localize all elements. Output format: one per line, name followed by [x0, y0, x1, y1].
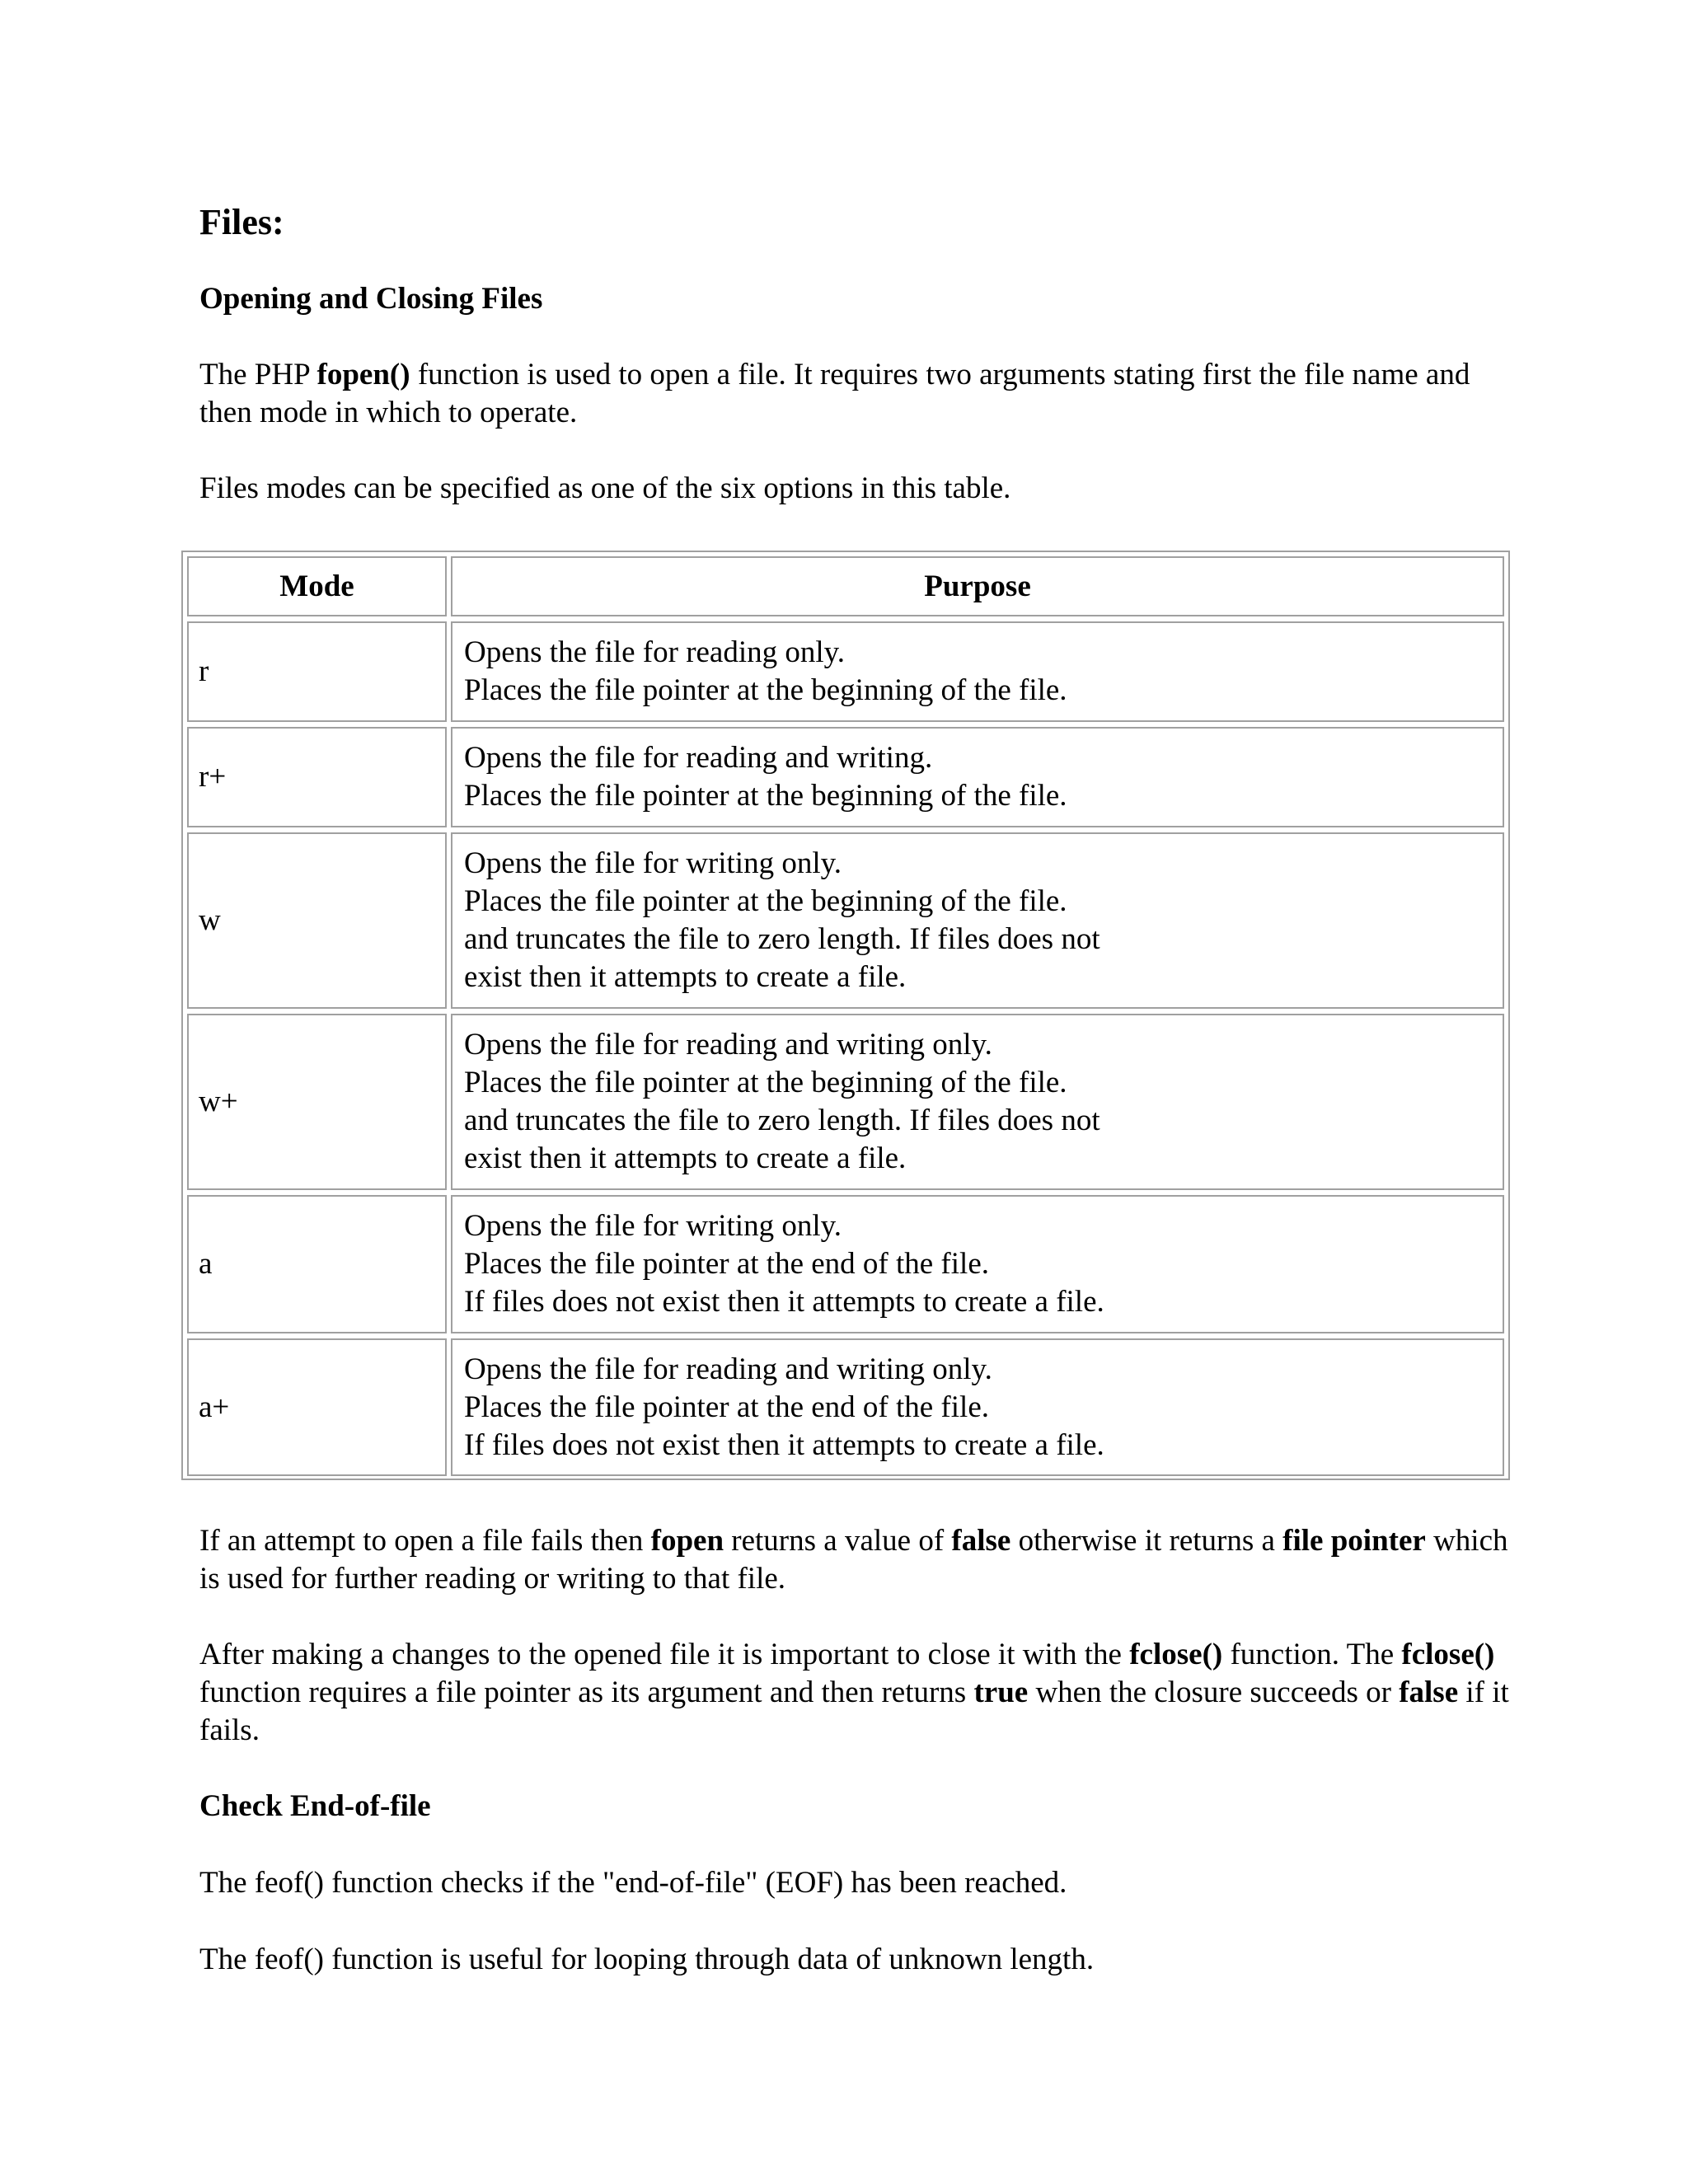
section-heading-opening-closing: Opening and Closing Files [199, 282, 543, 316]
table-cell-purpose: Opens the file for reading only. Places the file pointer at the beginning of the file. [451, 621, 1504, 722]
table-cell-purpose: Opens the file for reading and writing only. Places the file pointer at the end of the file. If files does not exist then it attempts to create a file. [451, 1338, 1504, 1476]
table-cell-mode: a+ [187, 1338, 447, 1476]
feof-usage-paragraph: The feof() function is useful for looping through data of unknown length. [199, 1943, 1095, 1976]
table-cell-purpose: Opens the file for writing only. Places the file pointer at the beginning of the file. and truncates the file to zero length. If files does not exist then it attempts to create a file. [451, 832, 1504, 1009]
text-run: function is used to open a file. It requires two arguments stating first the file name and then mode in which to operate. [199, 358, 1470, 429]
fopen-intro-paragraph [199, 356, 1518, 432]
text-run: function requires a file pointer as its argument and then returns [199, 1675, 974, 1709]
table-cell-purpose: Opens the file for reading and writing only. Places the file pointer at the beginning of the file. and truncates the file to zero length. If files does not exist then it attempts to create a file. [451, 1014, 1504, 1190]
table-cell-purpose: Opens the file for writing only. Places the file pointer at the end of the file. If files does not exist then it attempts to create a file. [451, 1195, 1504, 1333]
fclose-paragraph [199, 1636, 1518, 1750]
code-term-fclose: fclose() [1129, 1638, 1223, 1671]
table-cell-mode: r [187, 621, 447, 722]
table-cell-mode: w [187, 832, 447, 1009]
page-title: Files: [199, 202, 284, 242]
table-header-mode: Mode [187, 556, 447, 616]
text-run: The PHP [199, 358, 317, 391]
table-cell-purpose: Opens the file for reading and writing. Places the file pointer at the beginning of the file. [451, 727, 1504, 827]
table-cell-mode: w+ [187, 1014, 447, 1190]
keyword-false: false [1399, 1675, 1459, 1709]
term-file-pointer: file pointer [1282, 1524, 1426, 1558]
text-run: If an attempt to open a file fails then [199, 1524, 651, 1558]
keyword-true: true [973, 1675, 1029, 1709]
text-run: if it fails. [199, 1675, 1509, 1747]
table-header-purpose: Purpose [451, 556, 1504, 616]
fopen-return-paragraph [199, 1522, 1518, 1598]
text-run: when the closure succeeds or [1028, 1675, 1400, 1709]
table-cell-mode: r+ [187, 727, 447, 827]
file-modes-table [181, 551, 1510, 1480]
text-run: returns a value of [724, 1524, 952, 1558]
text-run: otherwise it returns a [1010, 1524, 1283, 1558]
text-run: which is used for further reading or writing to that file. [199, 1524, 1508, 1596]
text-run: After making a changes to the opened file it is important to close it with the [199, 1638, 1130, 1671]
code-term-fopen: fopen [650, 1524, 724, 1558]
code-term-fclose: fclose() [1401, 1638, 1495, 1671]
feof-description-paragraph: The feof() function checks if the "end-of-file" (EOF) has been reached. [199, 1866, 1067, 1900]
keyword-false: false [951, 1524, 1011, 1558]
text-run: function. The [1222, 1638, 1402, 1671]
code-term-fopen: fopen() [316, 358, 410, 391]
modes-intro-paragraph: Files modes can be specified as one of the six options in this table. [199, 471, 1011, 505]
table-cell-mode: a [187, 1195, 447, 1333]
section-heading-check-eof: Check End-of-file [199, 1789, 431, 1823]
